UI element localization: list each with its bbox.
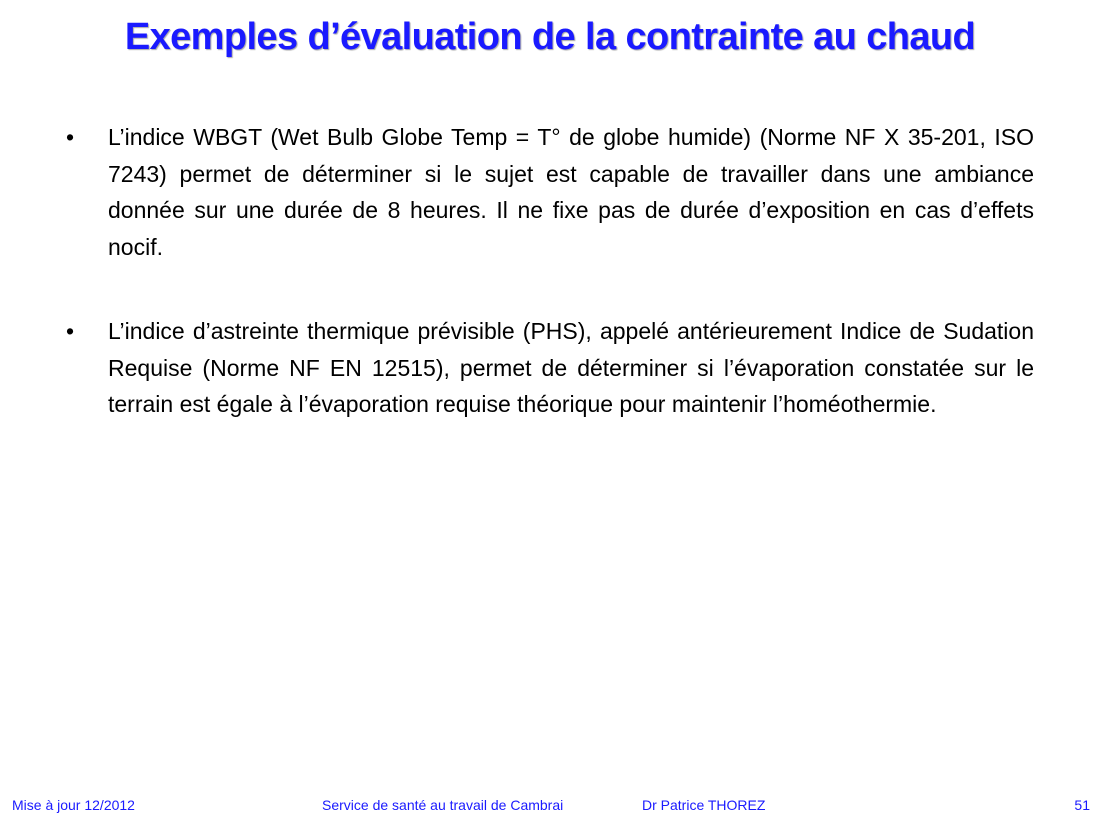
slide-title: Exemples d’évaluation de la contrainte au chaud	[124, 16, 976, 58]
footer-author: Dr Patrice THOREZ	[642, 797, 766, 813]
bullet-item-phs	[66, 313, 1034, 423]
bullet-text: L’indice d’astreinte thermique prévisible (PHS), appelé antérieurement Indice de Sudation Requise (Norme NF EN 12515), permet de déterminer si l’évaporation constatée sur le terrain est égale à l’évaporation requise théorique pour maintenir l’homéothermie.	[108, 318, 1034, 417]
bullet-marker: •	[66, 318, 75, 344]
bullet-marker: •	[66, 124, 75, 150]
slide-footer	[0, 794, 1100, 816]
bullet-text: L’indice WBGT (Wet Bulb Globe Temp = T° de globe humide) (Norme NF X 35-201, ISO 7243) permet de déterminer si le sujet est capable de travailler dans une ambiance donnée sur une durée de 8 heures. Il ne fixe pas de durée d’exposition en cas d’effets nocif.	[108, 124, 1034, 260]
bullet-list	[66, 119, 1034, 471]
footer-service: Service de santé au travail de Cambrai	[322, 797, 564, 813]
bullet-item-wbgt	[66, 119, 1034, 265]
footer-page-number: 51	[1074, 797, 1090, 813]
footer-date: Mise à jour 12/2012	[12, 797, 135, 813]
